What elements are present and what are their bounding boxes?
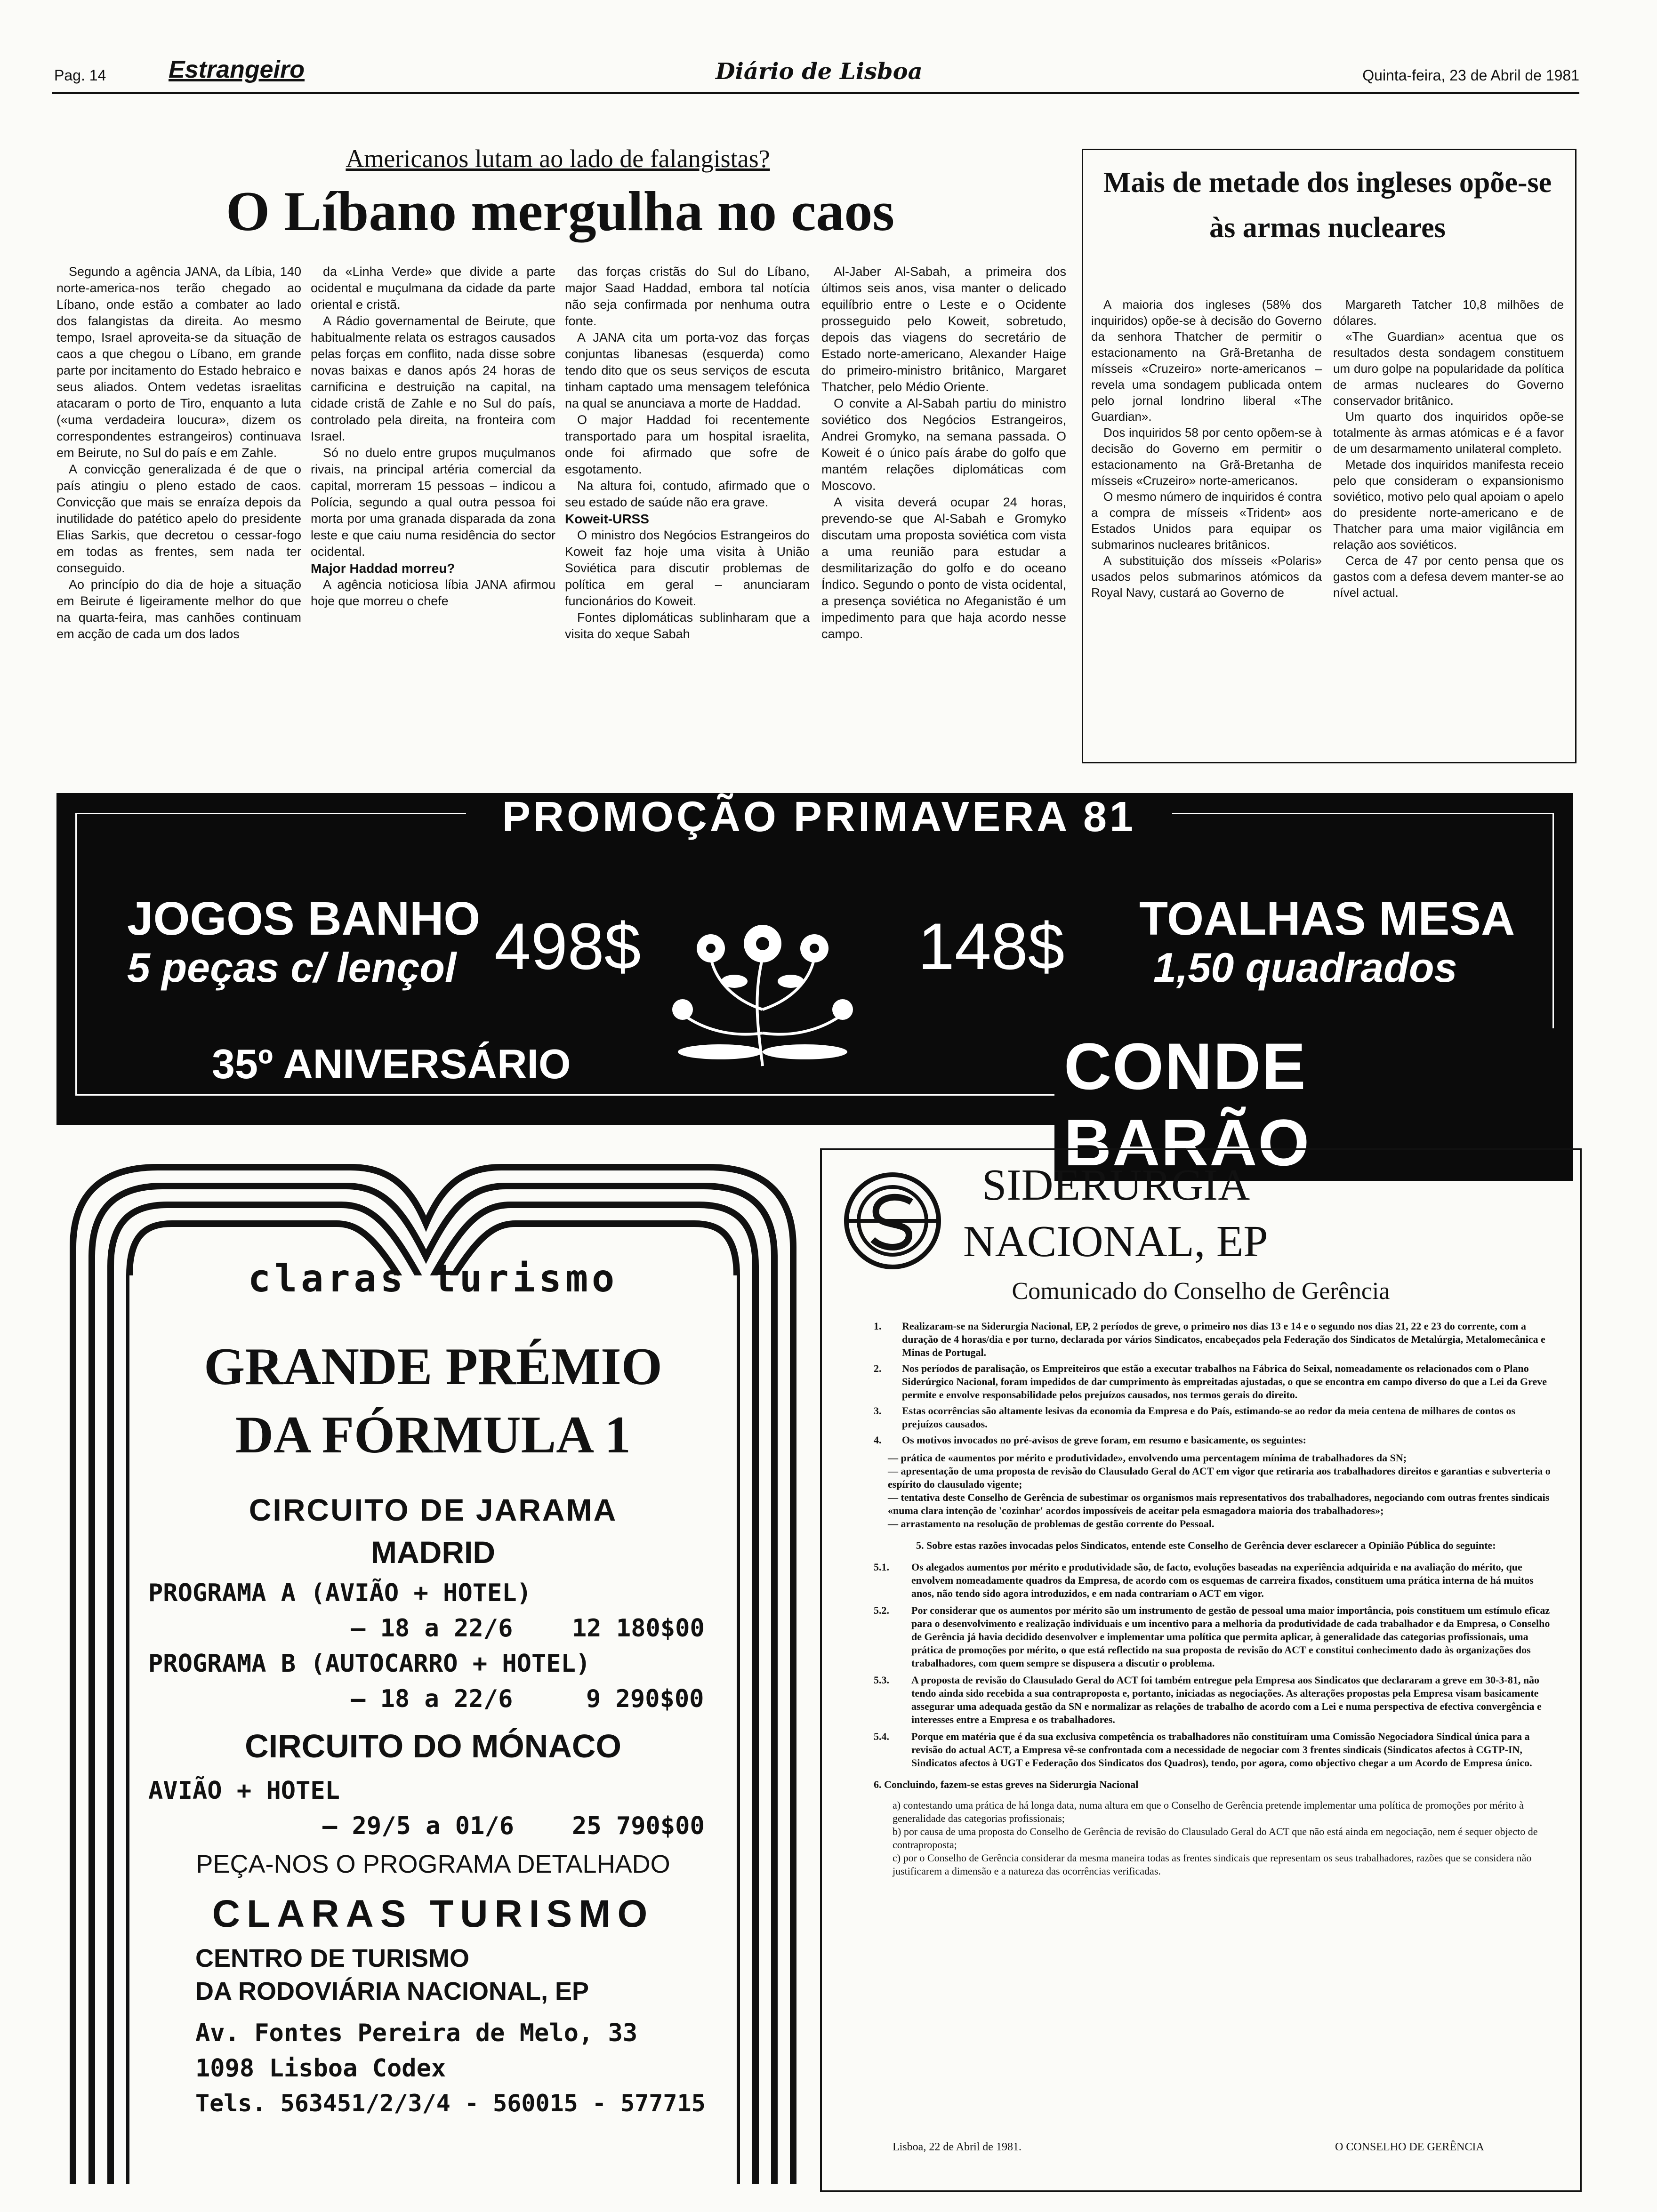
siderurgia-logo-icon	[841, 1169, 944, 1273]
siderurgia-name-1: SIDERURGIA	[982, 1161, 1250, 1210]
sidebar-column-1	[1091, 297, 1322, 601]
paragraph: A visita deverá ocupar 24 horas, prevendo-se que Al-Sabah e Gromyko discutam uma proposta soviética com vista a uma reunião para estudar a desmilitarização do golfo e do oceano Índico. Segundo o ponto de vista ocidental, a presença soviética no Afeganistão é um impedimento para que haja acordo nesse campo.	[821, 495, 1066, 641]
program-monaco-dates: — 29/5 a 01/6	[322, 1812, 514, 1840]
item-number: 3.	[874, 1405, 882, 1417]
subitem-text: Porque em matéria que é da sua exclusiva competência os trabalhadores não constituíram uma Comissão Negociadora Sindical única para a revisão do actual ACT, a Empresa vê-se confrontada com a necessidade de negociar com 3 frentes sindicais (Sindicatos afectos à CGTP-IN, Sindicatos afectos à UGT e Federação dos Sindicatos dos Quadros), tendo, por agora, como objectivo chegar a um Acordo de Empresa único.	[911, 1731, 1532, 1769]
list-item	[874, 1320, 1552, 1359]
item-text: Estas ocorrências são altamente lesivas da economia da Empresa e do País, estimando-se ao redor da meia centena de milhares de contos os prejuízos causados.	[902, 1405, 1516, 1430]
paragraph: Só no duelo entre grupos muçulmanos rivais, na principal artéria comercial da capital, morreram 15 pessoas – indicou a Polícia, segundo a qual outra pessoa foi morta por uma granada disparada da zona leste e que caiu numa residência do sector ocidental.	[311, 446, 555, 559]
paragraph: A substituição dos mísseis «Polaris» usados pelos submarinos atómicos da Royal Navy, custará ao Governo de	[1091, 553, 1322, 600]
address-line-1: Av. Fontes Pereira de Melo, 33	[195, 2019, 638, 2047]
promo-right-line1: TOALHAS MESA	[1139, 892, 1515, 945]
promo-frame-left	[75, 813, 77, 1095]
paragraph: O mesmo número de inquiridos é contra a compra de mísseis «Trident» aos Estados Unidos para equipar os submarinos nucleares britânicos.	[1091, 489, 1322, 552]
paragraph: O major Haddad foi recentemente transportado para um hospital israelita, onde foi afirmado que sofre de esgotamento.	[565, 413, 810, 476]
program-b: PROGRAMA B (AUTOCARRO + HOTEL)	[148, 1650, 591, 1678]
item-text: Realizaram-se na Siderurgia Nacional, EP, 2 períodos de greve, o primeiro nos dias 13 e 14 e o segundo nos dias 21, 22 e 23 do corrente, com a duração de 4 horas/dia e por turno, declarada por vários Sindicatos, encabeçados pela Federação dos Sindicatos de Metalúrgia, Metalomecânica e Minas de Portugal.	[902, 1320, 1545, 1358]
paragraph: O convite a Al-Sabah partiu do ministro soviético dos Negócios Estrangeiros, Andrei Gromyko, na semana passada. O Koweit é o único país árabe do golfo que mantém relações diplomáticas com Moscovo.	[821, 396, 1066, 493]
item-text: Nos períodos de paralisação, os Empreiteiros que estão a executar trabalhos na Fábrica do Seixal, nomeadamente os relacionados com o Plano Siderúrgico Nacional, foram impedidos de dar cumprimento às empreitadas ajustadas, o que se encontra em campo diverso do que a Lei da Greve permite e envolve responsabilidade pelos prejuízos causados, nos termos gerais do direito.	[902, 1362, 1547, 1401]
paragraph: Dos inquiridos 58 por cento opõem-se à decisão do Governo em permitir o estacionamento na Grã-Bretanha de mísseis «Cruzeiro» norte-americanos.	[1091, 425, 1322, 488]
sidebar-column-2	[1333, 297, 1564, 601]
claras-logo: claras turismo	[248, 1257, 619, 1300]
program-monaco: AVIÃO + HOTEL	[148, 1777, 340, 1805]
subitem-text: Por considerar que os aumentos por mérito são um instrumento de gestão de pessoal uma maior importância, pois constituem um estímulo eficaz para o desenvolvimento e realização individuais e um incentivo para a melhoria da produtividade de cada trabalhador e da Empresa, o Conselho de Gerência já havia decidido desenvolver e implementar uma política que permita aplicar, à generalidade das categorias profissionais, uma prática de promoções por mérito, o que está reflectido na sua proposta de revisão do ACT e constitui conhecimento dado às organizações dos trabalhadores, com quem sempre se dispusera a discutir o problema.	[911, 1604, 1550, 1669]
communique-date: Lisboa, 22 de Abril de 1981.	[893, 2141, 1022, 2153]
promo-left-price: 498$	[494, 909, 641, 983]
program-b-price: 9 290$00	[586, 1685, 704, 1713]
paragraph: A maioria dos ingleses (58% dos inquiridos) opõe-se à decisão do Governo da senhora Thatcher de permitir o estacionamento na Grã-Bretanha de mísseis «Cruzeiro» norte-americanos – revela uma sondagem publicada ontem pelo jornal londrino liberal «The Guardian».	[1091, 297, 1322, 424]
list-item	[874, 1434, 1552, 1447]
promo-advertisement	[56, 793, 1573, 1179]
subitem-number: 5.1.	[874, 1561, 889, 1573]
paragraph: Al-Jaber Al-Sabah, a primeira dos últimos seis anos, visa manter o delicado equilíbrio entre o Leste e o Ocidente prosseguido pelo Koweit, sobretudo, depois das viagens do secretário de Estado norte-americano, Alexander Haige do primeiro-ministro britânico, Margaret Thatcher, pelo Médio Oriente.	[821, 264, 1066, 394]
center-line-2: DA RODOVIÁRIA NACIONAL, EP	[195, 1977, 589, 2005]
subitem-number: 5.3.	[874, 1674, 889, 1686]
siderurgia-subtitle: Comunicado do Conselho de Gerência	[1012, 1278, 1390, 1305]
program-a-price: 12 180$00	[572, 1614, 705, 1643]
paragraph: A JANA cita um porta-voz das forças conjuntas libanesas (esquerda) como tendo dito que os seus serviços de escuta tinham captado uma mensagem telefónica na qual se anunciava a morte de Haddad.	[565, 330, 810, 410]
motive-bullets	[874, 1451, 1552, 1531]
paragraph: Ao princípio do dia de hoje a situação em Beirute é ligeiramente melhor do que na quarta-feira, mas canhões continuam em acção de cada um dos lados	[56, 577, 301, 641]
subitem-text: Os alegados aumentos por mérito e produtividade são, de facto, evoluções baseadas na experiência adquirida e na avaliação do mérito, que envolvem nomeadamente quadros da Empresa, de acordo com os esquemas de carreira fixados, constituem uma prática interna de há muitos anos, não tendo sido agora introduzidos, e em nada contrariam o ACT em vigor.	[911, 1561, 1534, 1599]
paragraph: A agência noticiosa líbia JANA afirmou hoje que morreu o chefe	[311, 577, 555, 608]
subitem	[874, 1604, 1552, 1670]
item-number: 2.	[874, 1362, 882, 1374]
paragraph: A Rádio governamental de Beirute, que habitualmente relata os estragos causados pelas forças em conflito, nada disse sobre novas baixas e danos após 24 horas de carnificina e destruição na capital, na cidade cristã de Zahle e no Sul do país, controlado pela direita, na fronteira com Israel.	[311, 314, 555, 443]
header-rule	[52, 92, 1579, 94]
conclusion-item: c) por o Conselho de Gerência considerar da mesma maneira todas as frentes sindicais que representam os seus trabalhadores, razões que se considera não justificarem a dimensão e a natureza das ocorrências verificadas.	[893, 1852, 1532, 1877]
paragraph: Metade dos inquiridos manifesta receio pelo que consideram o expansionismo soviético, motivo pelo qual apoiam o apelo do presidente norte-americano e de Thatcher para uma maior vigilância em relação aos soviéticos.	[1333, 457, 1564, 552]
article-kicker: Americanos lutam ao lado de falangistas?	[346, 144, 770, 173]
promo-left-line2: 5 peças c/ lençol	[127, 944, 457, 991]
paragraph: das forças cristãs do Sul do Líbano, major Saad Haddad, embora tal notícia não seja confirmada por nenhuma outra fonte.	[565, 264, 810, 328]
conclusion-list	[874, 1799, 1552, 1878]
program-b-dates: — 18 a 22/6	[351, 1685, 513, 1713]
subitem-number: 5.2.	[874, 1604, 889, 1616]
promo-brand: CONDE BARÃO	[1054, 1028, 1573, 1181]
subitem	[874, 1674, 1552, 1726]
program-monaco-price: 25 790$00	[572, 1812, 705, 1840]
claras-brand: CLARAS TURISMO	[212, 1892, 654, 1935]
issue-date: Quinta-feira, 23 de Abril de 1981	[1362, 67, 1579, 84]
conclusion-item: a) contestando uma prática de há longa data, numa altura em que o Conselho de Gerência pretende implementar uma política de promoções por mérito à generalidade das categorias profissionais;	[893, 1799, 1524, 1824]
ask-program: PEÇA-NOS O PROGRAMA DETALHADO	[196, 1850, 670, 1878]
siderurgia-advertisement	[820, 1148, 1582, 2192]
flower-illustration-icon	[664, 887, 861, 1075]
promo-left-line1: JOGOS BANHO	[127, 892, 481, 945]
telephones: Tels. 563451/2/3/4 - 560015 - 577715	[195, 2090, 706, 2117]
paragraph: Um quarto dos inquiridos opõe-se totalmente às armas atómicas e é a favor de um desarmamento unilateral completo.	[1333, 409, 1564, 456]
list-item	[874, 1362, 1552, 1402]
section-title: Estrangeiro	[169, 56, 305, 83]
paragraph: Fontes diplomáticas sublinharam que a visita do xeque Sabah	[565, 610, 810, 641]
article-column-3	[565, 264, 810, 642]
subheading: Major Haddad morreu?	[311, 561, 455, 576]
promo-right-line2: 1,50 quadrados	[1153, 944, 1457, 991]
address-line-2: 1098 Lisboa Codex	[195, 2054, 446, 2083]
promo-right-price: 148$	[918, 909, 1065, 983]
item-text: Os motivos invocados no pré-avisos de greve foram, em resumo e basicamente, os seguintes:	[902, 1434, 1306, 1446]
newspaper-masthead: Diário de Lisboa	[716, 58, 923, 85]
claras-title-1: GRANDE PRÉMIO	[204, 1338, 662, 1396]
item-number: 4.	[874, 1434, 882, 1446]
article-column-1	[56, 264, 301, 642]
paragraph: A convicção generalizada é de que o país atingiu o pleno estado de caos. Convicção que mais se enraíza depois da inutilidade do patético apelo do presidente Elias Sarkis, que decretou o cessar-fogo em todas as frentes, sem nada ter conseguido.	[56, 462, 301, 575]
item-5: 5. Sobre estas razões invocadas pelos Sindicatos, entende este Conselho de Gerência dever esclarecer a Opinião Pública do seguinte:	[916, 1539, 1496, 1551]
city-madrid: MADRID	[371, 1535, 495, 1570]
siderurgia-name-2: NACIONAL, EP	[963, 1217, 1268, 1266]
claras-title-2: DA FÓRMULA 1	[235, 1406, 631, 1464]
paragraph: O ministro dos Negócios Estrangeiros do Koweit faz hoje uma visita à União Soviética para discutir problemas de política em geral – anunciaram funcionários do Koweit.	[565, 528, 810, 608]
paragraph: Na altura foi, contudo, afirmado que o seu estado de saúde não era grave.	[565, 479, 810, 509]
article-headline: O Líbano mergulha no caos	[225, 180, 895, 242]
subitem	[874, 1561, 1552, 1600]
claras-advertisement	[54, 1148, 812, 2193]
subheading: Koweit-URSS	[565, 512, 649, 526]
bullet-item: — apresentação de uma proposta de revisão do Clausulado Geral do ACT em vigor que retiraria aos trabalhadores direitos e garantias e subverteria o espírito do clausulado vigente;	[888, 1465, 1551, 1490]
conclusion-item: b) por causa de uma proposta do Conselho de Gerência de revisão do Clausulado Geral do ACT que não está ainda em negociação, nem é sequer objecto de contraproposta;	[893, 1826, 1538, 1851]
bullet-item: — tentativa deste Conselho de Gerência de subestimar os organismos mais representativos dos trabalhadores, negociando com outras frentes sindicais «numa clara intenção de 'cozinhar' acordos impossíveis de aceitar pela esmagadora maioria dos trabalhadores»;	[888, 1491, 1550, 1516]
promo-title: PROMOÇÃO PRIMAVERA 81	[466, 793, 1172, 838]
circuit-monaco: CIRCUITO DO MÓNACO	[245, 1728, 621, 1764]
communique-list	[874, 1320, 1552, 1878]
paragraph: «The Guardian» acentua que os resultados desta sondagem constituem um duro golpe na popularidade da política de armas nucleares do Governo conservador britânico.	[1333, 329, 1564, 408]
bullet-item: — prática de «aumentos por mérito e produtividade», envolvendo uma percentagem mínima de trabalhadores da SN;	[888, 1452, 1407, 1464]
subitem-text: A proposta de revisão do Clausulado Geral do ACT foi também entregue pela Empresa aos Sindicatos que declararam a greve em 30-3-81, não tendo ainda sido recebida a sua contraproposta e, portanto, iniciadas as negociações. As alterações propostas pela Empresa visam basicamente assegurar uma adequada gestão da SN e normalizar as relações de trabalho de acordo com a Lei e numa perspectiva de efectiva convergência e interesses entre a Empresa e os trabalhadores.	[911, 1674, 1542, 1725]
list-item	[874, 1404, 1552, 1431]
subitem	[874, 1730, 1552, 1770]
bullet-item: — arrastamento na resolução de problemas de gestão corrente do Pessoal.	[888, 1518, 1215, 1530]
program-a-dates: — 18 a 22/6	[351, 1614, 513, 1643]
article-column-4	[821, 264, 1066, 642]
page-number: Pag. 14	[54, 67, 106, 84]
item-6: 6. Concluindo, fazem-se estas greves na Siderurgia Nacional	[874, 1779, 1139, 1790]
paragraph: da «Linha Verde» que divide a parte ocidental e muçulmana da cidade da parte oriental e cristã.	[311, 264, 555, 312]
article-column-2	[311, 264, 555, 609]
promo-anniversary: 35º ANIVERSÁRIO	[212, 1041, 571, 1087]
subitem-number: 5.4.	[874, 1731, 889, 1742]
paragraph: Margareth Tatcher 10,8 milhões de dólares.	[1333, 297, 1564, 328]
center-line-1: CENTRO DE TURISMO	[195, 1944, 470, 1972]
paragraph: Segundo a agência JANA, da Líbia, 140 norte-america-nos terão chegado ao Líbano, onde estão a combater ao lado dos falangistas da direita. Ao mesmo tempo, Israel aproveita-se da situação de caos a que chegou o Líbano, em grande parte por incitamento do Estado hebraico e seus aliados. Ontem vedetas israelitas atacaram o porto de Tiro, enquanto a luta («uma verdadeira loucura», dizem os correspondentes estrangeiros) continuava em Beirute, no Sul do país e em Zahle.	[56, 264, 301, 460]
program-a: PROGRAMA A (AVIÃO + HOTEL)	[148, 1579, 531, 1607]
paragraph: Cerca de 47 por cento pensa que os gastos com a defesa devem manter-se ao nível actual.	[1333, 553, 1564, 600]
communique-signature: O CONSELHO DE GERÊNCIA	[1335, 2141, 1484, 2153]
sidebar-headline: Mais de metade dos ingleses opõe-se às armas nucleares	[1103, 167, 1552, 244]
item-number: 1.	[874, 1320, 882, 1332]
circuit-jarama: CIRCUITO DE JARAMA	[249, 1492, 618, 1527]
